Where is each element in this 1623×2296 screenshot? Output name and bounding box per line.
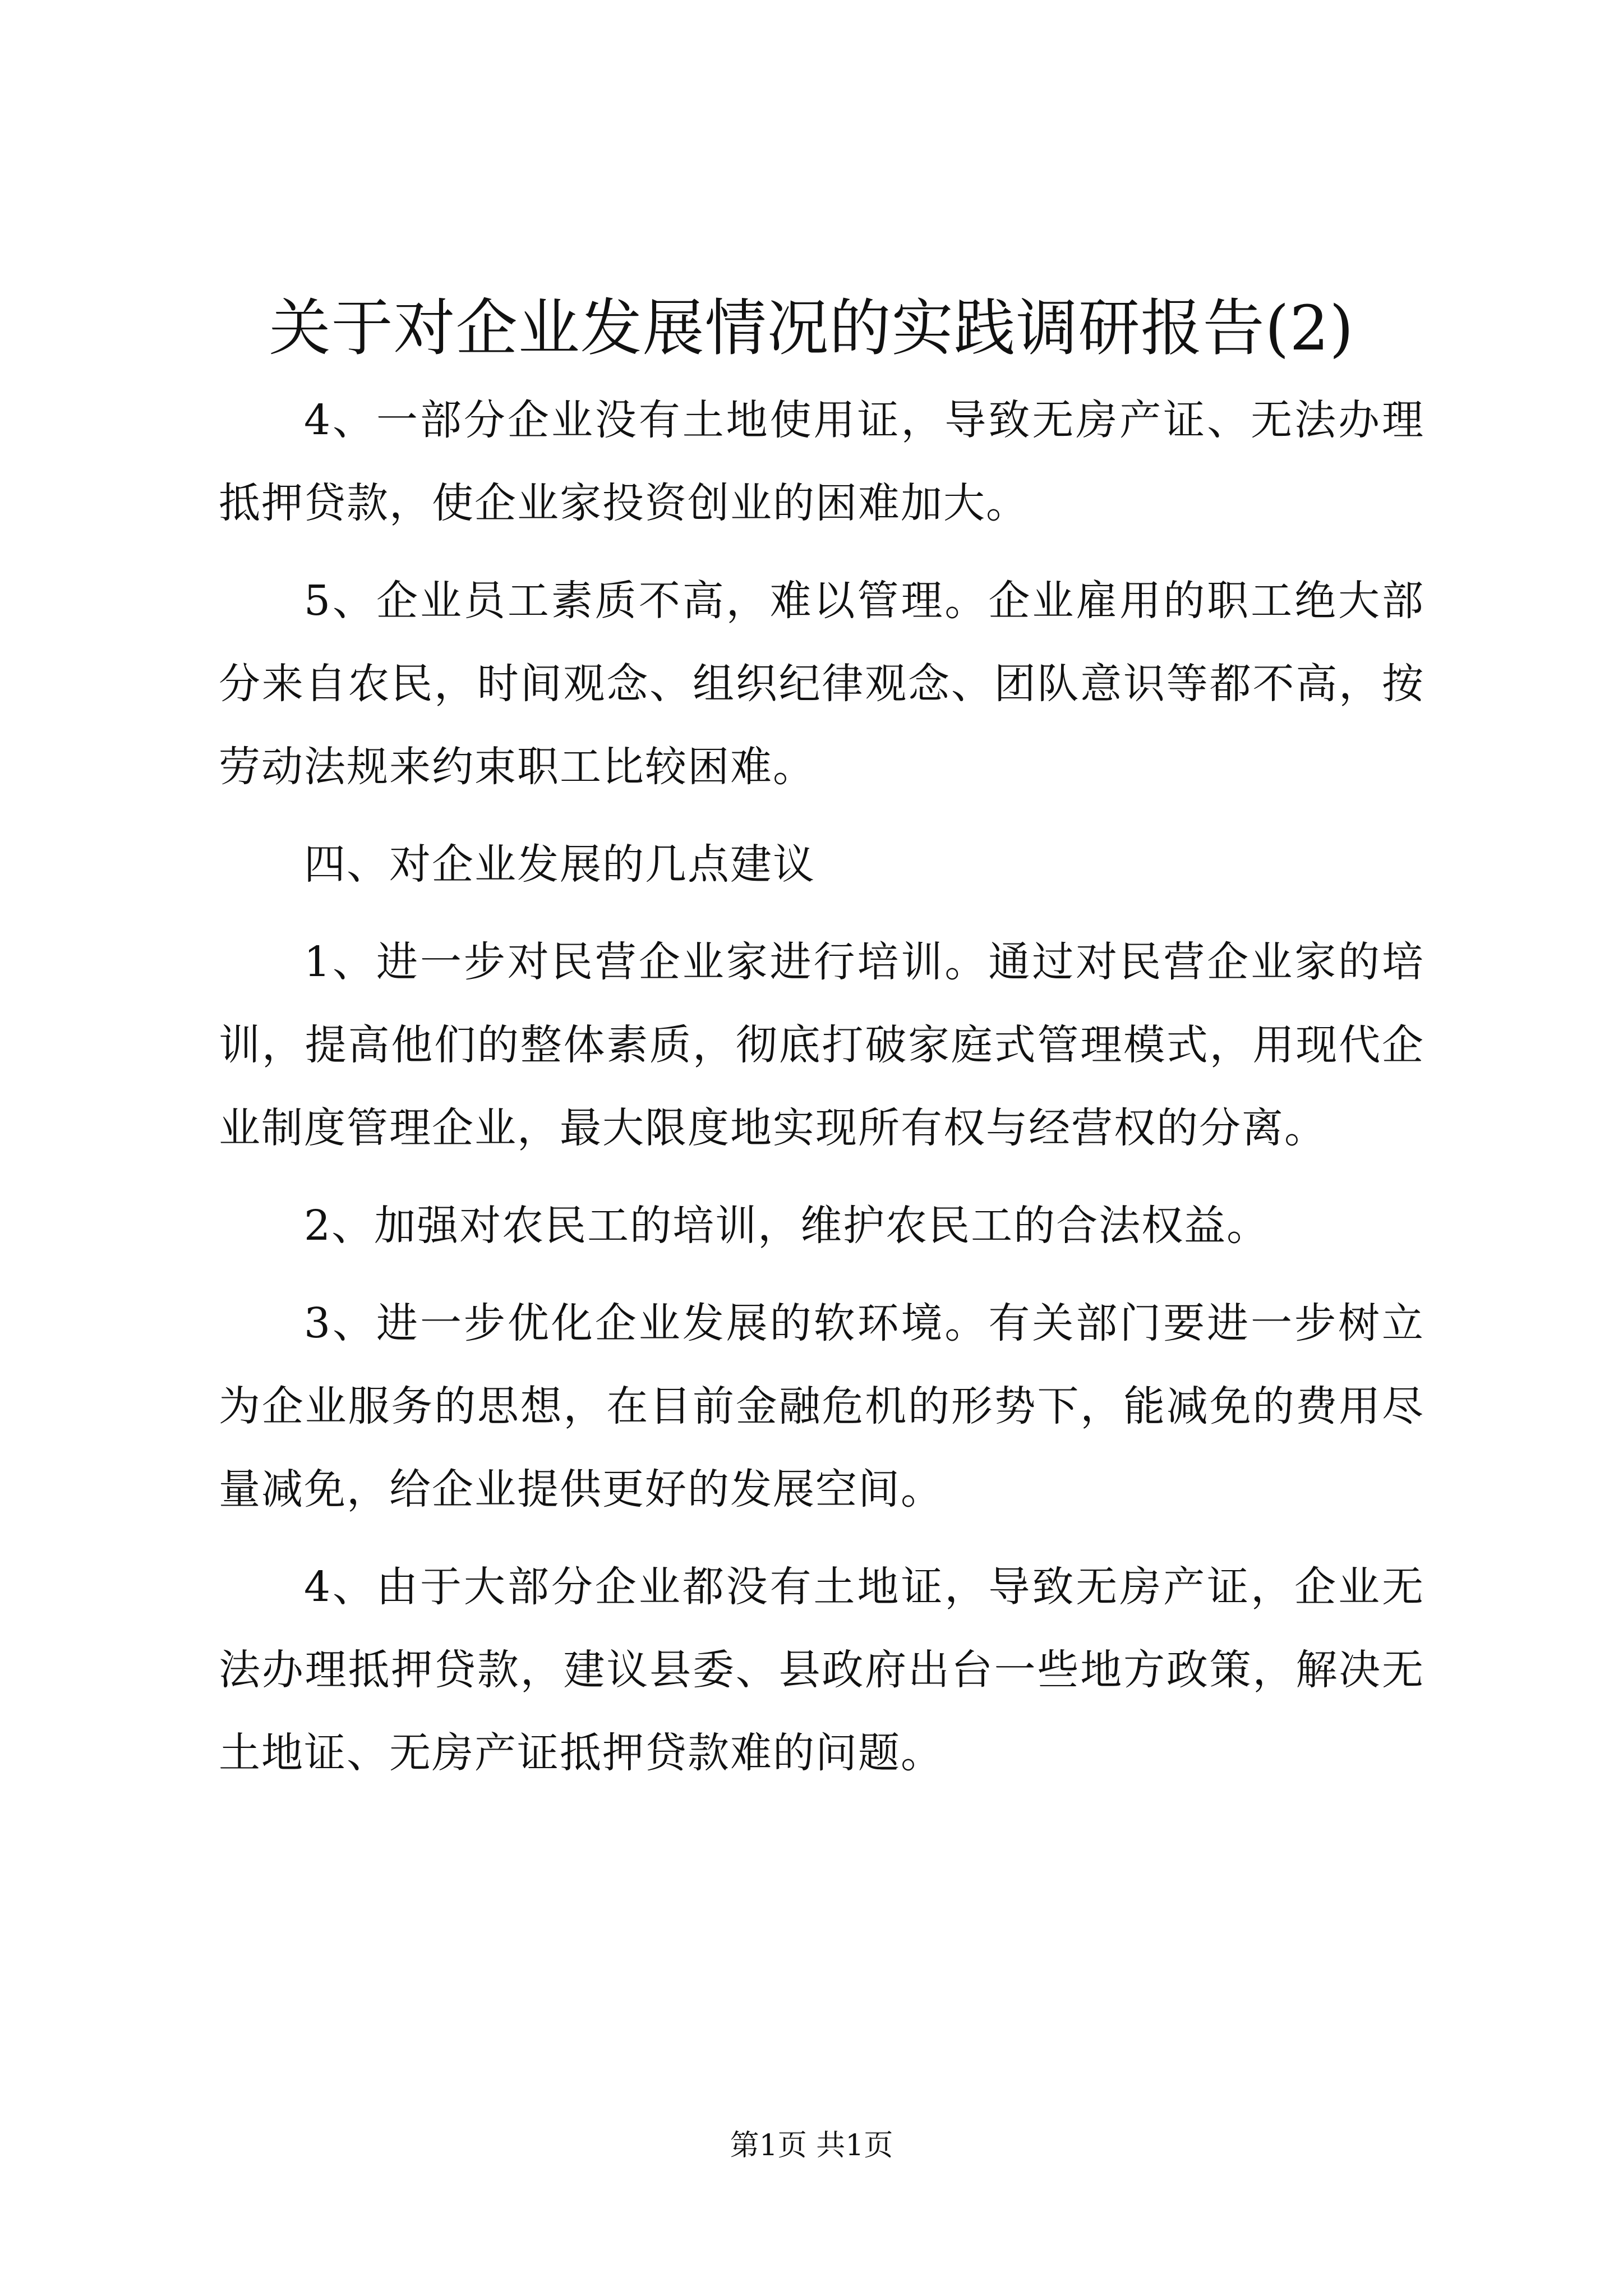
paragraph-suggestion-3-environment: 3、进一步优化企业发展的软环境。有关部门要进一步树立为企业服务的思想，在目前金融危机的形势下，能减免的费用尽量减免，给企业提供更好的发展空间。 [219,1299,1424,1513]
paragraph-suggestion-2-migrant-workers: 2、加强对农民工的培训，维护农民工的合法权益。 [304,1202,1270,1250]
paragraph-suggestion-1-training: 1、进一步对民营企业家进行培训。通过对民营企业家的培训，提高他们的整体素质，彻底打破家庭式管理模式，用现代企业制度管理企业，最大限度地实现所有权与经营权的分离。 [219,938,1424,1152]
paragraph-suggestion-4-mortgage-loans: 4、由于大部分企业都没有土地证，导致无房产证，企业无法办理抵押贷款，建议县委、县政府出台一些地方政策，解决无土地证、无房产证抵押贷款难的问题。 [219,1563,1424,1777]
section-heading-suggestions: 四、对企业发展的几点建议 [304,840,815,889]
document-body [219,379,1424,1795]
page-number-footer: 第1页 共1页 [730,2129,893,2162]
paragraph-item-5-staff-quality: 5、企业员工素质不高，难以管理。企业雇用的职工绝大部分来自农民，时间观念、组织纪律观念、团队意识等都不高，按劳动法规来约束职工比较困难。 [219,577,1424,791]
paragraph-item-4-land-certificate: 4、一部分企业没有土地使用证，导致无房产证、无法办理抵押贷款，使企业家投资创业的困难加大。 [219,396,1424,527]
document-title: 关于对企业发展情况的实践调研报告(2) [269,292,1354,364]
